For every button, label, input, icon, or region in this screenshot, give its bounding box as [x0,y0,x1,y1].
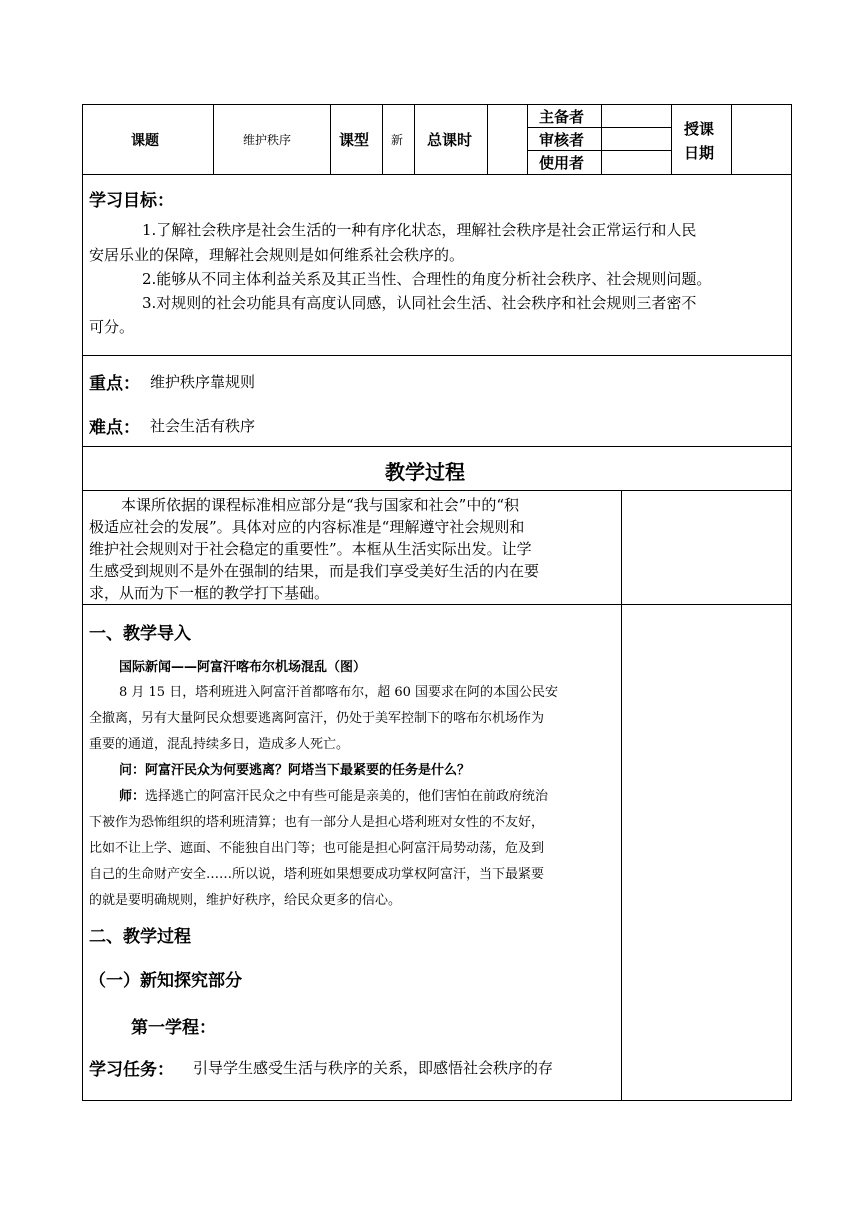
question-text: 问：阿富汗民众为何要逃离？阿塔当下最紧要的任务是什么？ [119,763,471,778]
row-divider-objectives [82,355,792,356]
reviewer-label: 审核者 [539,131,585,149]
row-divider-process-title [82,490,792,491]
teaching-date-label: 日期 [684,144,715,162]
header-col-divider [330,104,331,174]
teacher-line: 的就是要明确规则，维护好秩序，给民众更多的信心。 [89,893,402,908]
difficult-point-text: 社会生活有秩序 [150,417,256,435]
news-line: 重要的通道，混乱持续多日，造成多人死亡。 [89,737,350,752]
header-col-divider [601,104,602,174]
header-col-divider [671,104,672,174]
topic-label: 课题 [131,133,159,149]
type-label: 课型 [339,131,370,149]
header-sub-divider-2 [527,150,671,151]
total-hours-label: 总课时 [427,131,473,149]
type-value: 新 [391,133,404,147]
header-col-divider [731,104,732,174]
objective-item: 可分。 [89,318,135,336]
teacher-line: 自己的生命财产安全……所以说，塔利班如果想要成功掌权阿富汗，当下最紧要 [89,867,545,882]
news-line: 8 月 15 日，塔利班进入阿富汗首都喀布尔，超 60 国要求在阿的本国公民安 [119,685,559,700]
objective-item: 1.了解社会秩序是社会生活的一种有序化状态，理解社会秩序是社会正常运行和人民 [142,221,697,239]
teacher-line: 选择逃亡的阿富汗民众之中有些可能是亲美的，他们害怕在前政府统治 [145,789,549,804]
news-title: 国际新闻——阿富汗喀布尔机场混乱（图） [119,660,367,675]
row-divider-intro [82,604,792,605]
intro-paragraph-line: 生感受到规则不是外在强制的结果，而是我们享受美好生活的内在要 [89,562,540,580]
news-line: 全撤离，另有大量阿民众想要逃离阿富汗，仍处于美军控制下的喀布尔机场作为 [89,711,545,726]
difficult-point-label: 难点： [89,418,140,438]
section2-title: 二、教学过程 [89,927,191,947]
key-point-label: 重点： [89,374,140,394]
main-preparer-label: 主备者 [539,108,585,126]
task-text: 引导学生感受生活与秩序的关系，即感悟社会秩序的存 [193,1059,554,1077]
header-col-divider [382,104,383,174]
task-label: 学习任务： [89,1060,174,1080]
notes-column-divider [621,490,622,1101]
objective-item: 安居乐业的保障，理解社会规则是如何维系社会秩序的。 [89,246,465,264]
header-col-divider [487,104,488,174]
intro-paragraph-line: 本课所依据的课程标准相应部分是“我与国家和社会”中的“积 [121,496,520,514]
teacher-line: 下被作为恐怖组织的塔利班清算；也有一部分人是担心塔利班对女性的不友好， [89,815,545,830]
intro-paragraph-line: 极适应社会的发展”。具体对应的内容标准是“理解遵守社会规则和 [89,518,525,536]
objective-item: 3.对规则的社会功能具有高度认同感，认同社会生活、社会秩序和社会规则三者密不 [142,294,697,312]
header-col-divider [527,104,528,174]
row-divider-header [82,174,792,175]
intro-paragraph-line: 求，从而为下一框的教学打下基础。 [89,584,330,602]
header-col-divider [213,104,214,174]
teacher-line: 比如不让上学、遮面、不能独自出门等；也可能是担心阿富汗局势动荡，危及到 [89,841,545,856]
key-point-text: 维护秩序靠规则 [150,373,256,391]
subsection-title: （一）新知探究部分 [89,971,242,991]
stage-title: 第一学程： [131,1018,216,1038]
row-divider-keypoints [82,446,792,447]
objectives-title: 学习目标： [89,191,174,211]
user-label: 使用者 [539,154,585,172]
header-sub-divider-1 [527,127,671,128]
teaching-date-label: 授课 [684,120,715,138]
topic-value: 维护秩序 [243,133,292,147]
process-title: 教学过程 [385,460,465,484]
header-col-divider [414,104,415,174]
objective-item: 2.能够从不同主体利益关系及其正当性、合理性的角度分析社会秩序、社会规则问题。 [142,270,712,288]
section1-title: 一、教学导入 [89,624,191,644]
intro-paragraph-line: 维护社会规则对于社会稳定的重要性”。本框从生活实际出发。让学 [89,540,532,558]
teacher-label: 师： [119,789,146,804]
